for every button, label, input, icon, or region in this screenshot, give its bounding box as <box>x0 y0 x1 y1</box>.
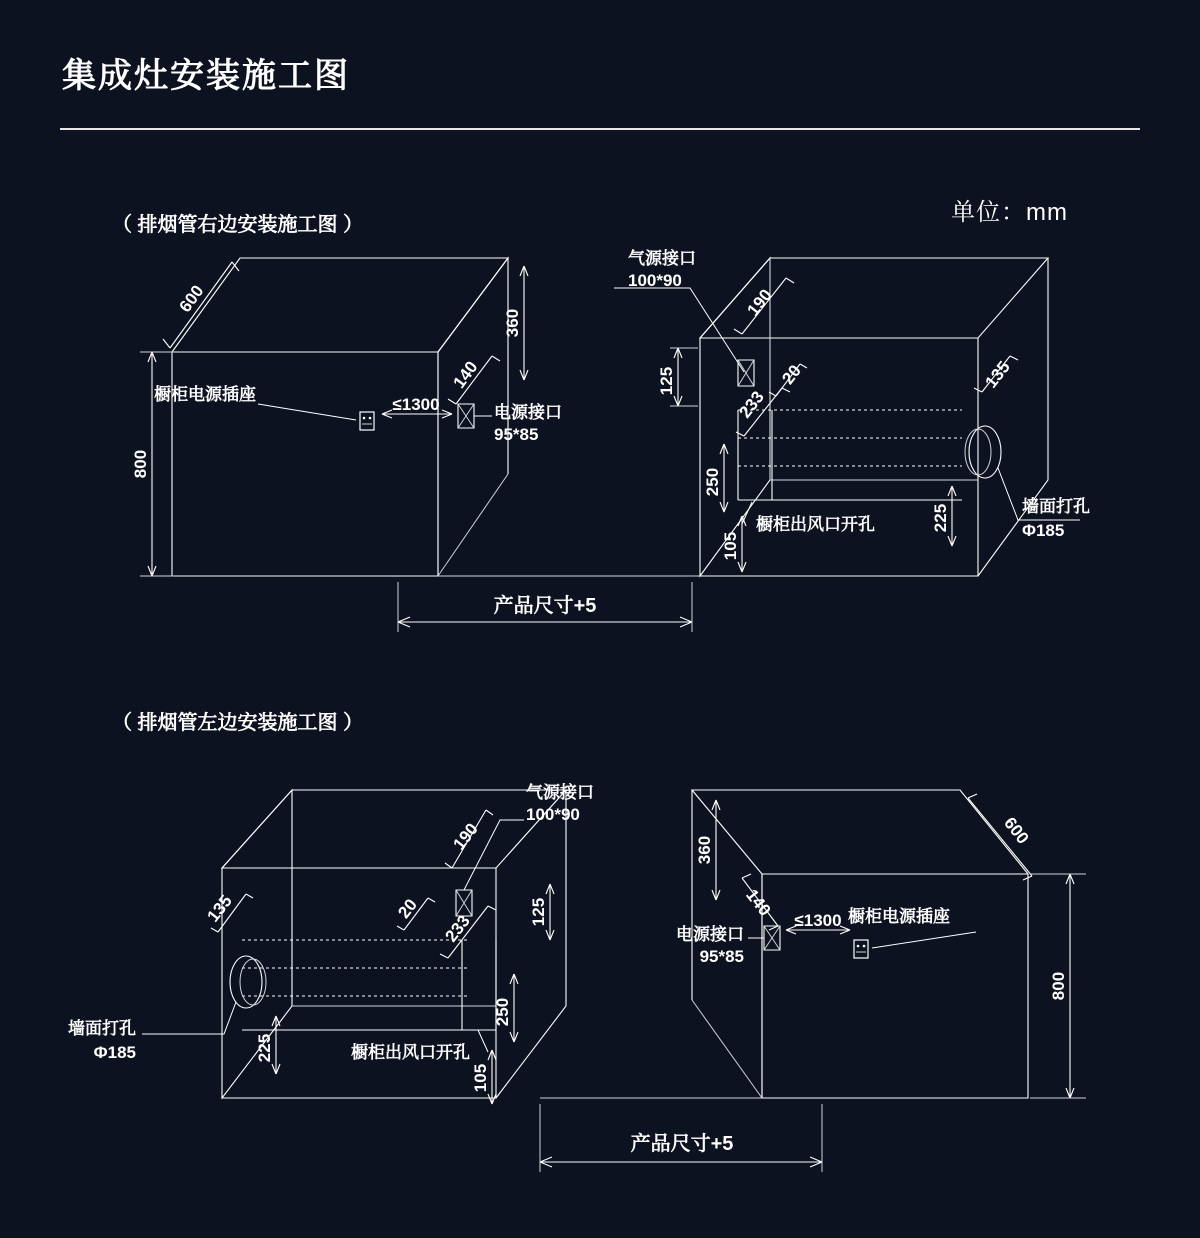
dim-190-label: 190 <box>743 285 776 320</box>
wall-hole-label-2: 墙面打孔 <box>68 1019 136 1038</box>
socket-distance-label: ≤1300 <box>392 395 440 414</box>
wall-hole-label: 墙面打孔 <box>1022 497 1090 516</box>
dim-233-label-2: 233 <box>441 911 474 946</box>
dim-105-bottom-left <box>471 1050 496 1104</box>
bottom-right-power-port-callout <box>676 924 764 966</box>
dim-135-label: 135 <box>981 357 1014 392</box>
bottom-product-size-dim <box>540 1104 822 1172</box>
cabinet-outlet-label: 橱柜出风口开孔 <box>756 515 875 534</box>
bottom-right-cabinet-socket <box>854 940 868 958</box>
dim-105-label: 105 <box>721 531 740 561</box>
bottom-left-outlet-callout <box>351 1030 488 1062</box>
dim-190-label-2: 190 <box>449 819 482 854</box>
dim-225-label-2: 225 <box>255 1033 274 1063</box>
gas-port-size-label-2: 100*90 <box>526 805 580 824</box>
product-size-label-bottom: 产品尺寸+5 <box>630 1133 734 1155</box>
bottom-right-cabinet <box>540 790 1028 1098</box>
dim-800-bottom-right <box>1030 874 1086 1098</box>
product-size-label-top: 产品尺寸+5 <box>493 595 597 617</box>
dim-360-label-2: 360 <box>695 835 714 865</box>
section-caption-left: （ 排烟管左边安装施工图 ） <box>112 712 364 734</box>
dim-800-label: 800 <box>131 449 150 479</box>
bottom-left-duct <box>242 940 496 1030</box>
cabinet-socket-label: 橱柜电源插座 <box>154 385 256 404</box>
bottom-left-wall-hole-callout <box>68 1002 236 1062</box>
power-port-label: 电源接口 <box>494 403 562 422</box>
dim-233-label: 233 <box>735 387 768 422</box>
dim-190-bottom-left <box>445 810 493 868</box>
power-port-size-label-2: 95*85 <box>699 947 744 966</box>
page-title: 集成灶安装施工图 <box>62 57 350 95</box>
dim-225-label: 225 <box>931 503 950 533</box>
bottom-right-socket-callout <box>786 906 976 948</box>
gas-port-label-2: 气源接口 <box>526 783 594 802</box>
section-caption-right: （ 排烟管右边安装施工图 ） <box>112 214 364 236</box>
socket-distance-label-2: ≤1300 <box>794 911 842 930</box>
power-port-label-2: 电源接口 <box>676 925 744 944</box>
unit-label: 单位：mm <box>951 199 1068 226</box>
dim-250-label-2: 250 <box>493 997 512 1027</box>
dim-140-label: 140 <box>449 357 482 392</box>
dim-225-bottom-left <box>255 1016 280 1074</box>
dim-125-label-2: 125 <box>529 897 548 927</box>
dim-600-label-2: 600 <box>1000 813 1033 848</box>
dim-125-bottom-left <box>529 884 554 940</box>
dim-250-label: 250 <box>703 467 722 497</box>
dim-600-label: 600 <box>175 281 208 316</box>
dim-140-label-2: 140 <box>742 885 775 920</box>
bottom-left-gas-port-callout <box>464 782 594 890</box>
cabinet-outlet-label-2: 橱柜出风口开孔 <box>351 1043 470 1062</box>
bottom-left-wall-hole <box>230 956 266 1008</box>
dim-20-label-2: 20 <box>394 895 421 922</box>
dim-250-bottom-left <box>493 974 518 1042</box>
bottom-right-power-port-opening <box>764 926 780 950</box>
dim-233-bottom-left <box>440 906 496 958</box>
dim-140-bottom-right <box>742 874 778 930</box>
dim-135-label-2: 135 <box>203 891 236 926</box>
dim-360-label: 360 <box>503 308 522 338</box>
dim-105-label-2: 105 <box>471 1063 490 1093</box>
dim-20-bottom-left <box>394 895 435 930</box>
wall-hole-dia-label-2: Φ185 <box>93 1043 136 1062</box>
gas-port-size-label: 100*90 <box>628 271 682 290</box>
power-port-size-label: 95*85 <box>494 425 539 444</box>
cabinet-socket-label-2: 橱柜电源插座 <box>848 907 950 926</box>
dim-360-bottom-right <box>695 800 720 900</box>
dim-135-bottom-left <box>203 892 253 932</box>
dim-20-label: 20 <box>778 361 805 388</box>
wall-hole-dia-label: Φ185 <box>1022 521 1065 540</box>
gas-port-label: 气源接口 <box>628 249 696 268</box>
dim-125-label: 125 <box>657 366 676 396</box>
dim-800-label-2: 800 <box>1049 971 1068 1001</box>
